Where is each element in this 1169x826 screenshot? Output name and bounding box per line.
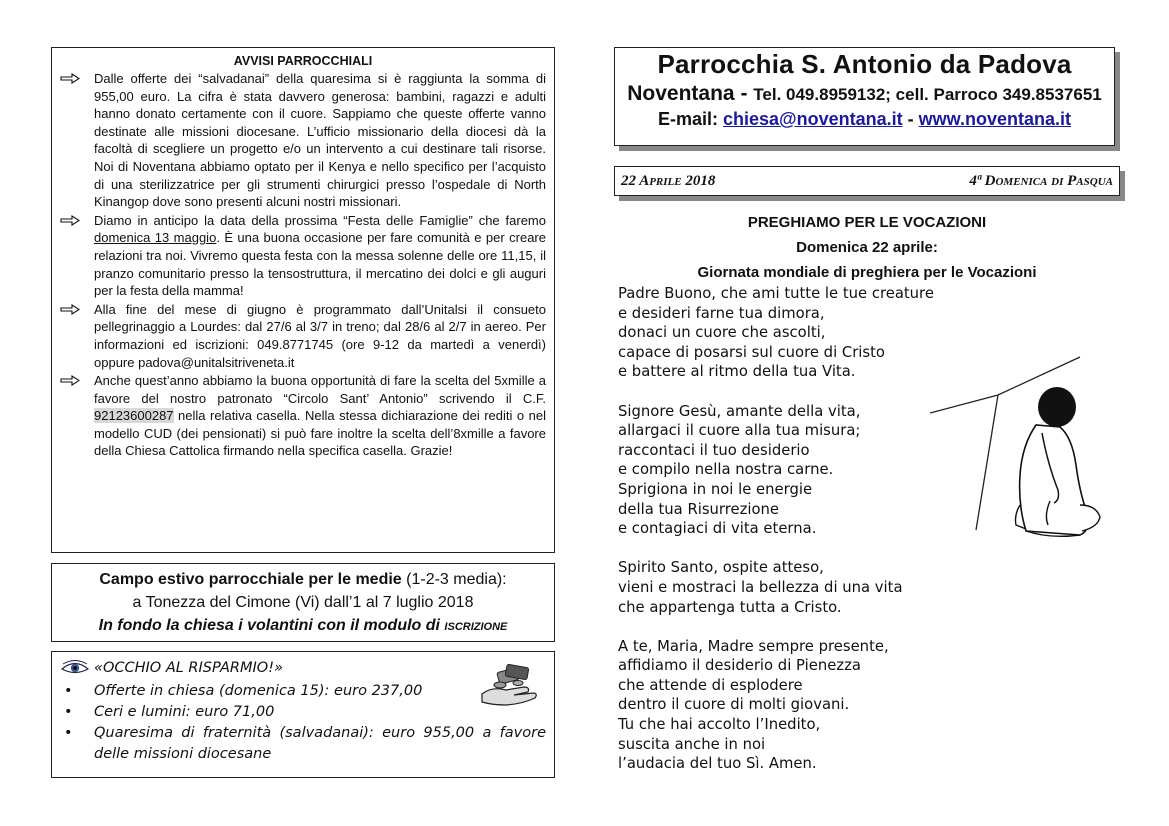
avvisi-item <box>60 301 546 371</box>
prayer-line: e battere al ritmo della tua Vita. <box>618 363 856 381</box>
festa-date: domenica 13 maggio <box>94 230 217 246</box>
avvisi-item <box>60 372 546 460</box>
prayer-line: Padre Buono, che ami tutte le tue creature <box>618 285 934 302</box>
avvisi-item-text: Dalle offerte dei “salvadanai” della quaresima si è raggiunta la somma di 955,00 euro. La cifra è stata davvero generosa: bambini, ragazzi e adulti hanno donato certamente con il cuore. Sappiamo che queste offerte vanno destinate alle missioni diocesane. L’ufficio missionario della diocesi dà la facoltà di scegliere un progetto e/o un intervento a cui destinare tali risorse. Noi di Noventana abbiamo optato per il Kenya e nello specifico per l’acquisto di una sterilizzatrice per gli strumenti chirurgici presso l’ospedale di North Kinangop dove sono presenti alcuni nostri missionari. <box>94 71 546 210</box>
eye-icon <box>60 660 90 676</box>
campo-estivo-box <box>51 563 555 642</box>
occhio-item: • Ceri e lumini: euro 71,00 <box>60 702 546 723</box>
parish-web <box>615 109 1114 130</box>
campo-title-rest: (1-2-3 media): <box>401 571 507 588</box>
web-separator: - <box>902 109 919 129</box>
prayer-line: Spirito Santo, ospite atteso, <box>618 559 824 577</box>
prayer-line: e compilo nella nostra carne. <box>618 461 834 479</box>
prayer-line: allargaci il cuore alla tua misura; <box>618 422 861 440</box>
prayer-line: della tua Risurrezione <box>618 500 780 518</box>
prayer-line: che attende di esplodere <box>618 676 803 694</box>
prayer-line: Sprigiona in noi le energie <box>618 480 813 498</box>
campo-title-bold: Campo estivo parrocchiale per le medie <box>99 571 402 588</box>
prayer-line: A te, Maria, Madre sempre presente, <box>618 637 889 655</box>
avvisi-item-text: Diamo in anticipo la data della prossima “Festa delle Famiglie” che faremo <box>94 212 546 228</box>
arrow-icon <box>60 375 80 386</box>
prayer-text <box>618 284 978 793</box>
prayer-line: dentro il cuore di molti giovani. <box>618 696 850 714</box>
dateline <box>614 166 1120 196</box>
codice-fiscale: 92123600287 <box>94 408 174 424</box>
avvisi-item <box>60 212 546 300</box>
occhio-title: «OCCHIO AL RISPARMIO!» <box>94 660 283 676</box>
prayer-heading-2: Domenica 22 aprile: <box>796 239 938 256</box>
email-link[interactable]: chiesa@noventana.it <box>723 109 903 129</box>
parish-town: Noventana - <box>627 82 754 105</box>
campo-iscrizione <box>52 614 554 639</box>
parish-header <box>614 47 1115 146</box>
prayer-stanza <box>618 558 978 617</box>
campo-location: a Tonezza del Cimone (Vi) dall’1 al 7 luglio 2018 <box>132 594 474 611</box>
prayer-line: che appartenga tutta a Cristo. <box>618 598 842 616</box>
parish-contacts <box>615 82 1114 106</box>
campo-title <box>52 568 554 591</box>
campo-iscrizione-sc: ISCRIZIONE <box>444 621 508 633</box>
occhio-item: • Offerte in chiesa (domenica 15): euro 237,00 <box>60 681 546 702</box>
prayer-line: affidiamo il desiderio di Pienezza <box>618 657 861 675</box>
prayer-line: e contagiaci di vita eterna. <box>618 520 817 538</box>
prayer-heading <box>614 210 1120 285</box>
avvisi-title: AVVISI PARROCCHIALI <box>233 54 373 68</box>
prayer-stanza <box>618 402 978 539</box>
arrow-icon <box>60 215 80 226</box>
arrow-icon <box>60 73 80 84</box>
avvisi-item-text: . È una buona occasione per fare comunità e per creare relazioni tra noi. Vivremo questa festa con la messa solenne delle ore 11,15, il pranzo comunitario presso la tensostruttura, il mercatino dei dolci e gli auguri per la festa della mamma! <box>94 230 546 299</box>
prayer-heading-1: PREGHIAMO PER LE VOCAZIONI <box>747 214 987 231</box>
avvisi-item-text: nella relativa casella. Nella stessa dichiarazione dei rediti o nel modello CUD (dei pensionati) si può fare inoltre la scelta dell’8xmille a favore della Chiesa Cattolica firmando nella specifica casella. Grazie! <box>94 408 546 459</box>
prayer-line: capace di posarsi sul cuore di Cristo <box>618 343 885 361</box>
avvisi-item <box>60 70 546 211</box>
prayer-line: vieni e mostraci la bellezza di una vita <box>618 578 903 596</box>
avvisi-box <box>51 47 555 553</box>
offering-hands-icon <box>478 660 540 708</box>
campo-iscrizione-text: In fondo la chiesa i volantini con il modulo di <box>98 617 445 634</box>
prayer-heading-3: Giornata mondiale di preghiera per le Vocazioni <box>697 264 1037 281</box>
kneeling-person-illustration <box>930 355 1120 545</box>
prayer-line: l’audacia del tuo Sì. Amen. <box>618 755 817 773</box>
prayer-stanza <box>618 284 978 382</box>
website-link[interactable]: www.noventana.it <box>918 109 1071 129</box>
prayer-line: suscita anche in noi <box>618 735 766 753</box>
occhio-title-row <box>60 660 546 676</box>
avvisi-item-text: Alla fine del mese di giugno è programmato dall’Unitalsi il consueto pellegrinaggio a Lourdes: dal 27/6 al 3/7 in treno; dal 28/6 al 2/7 in aereo. Per informazioni ed iscrizioni: 049.8771745 (ore 9-12 da martedì a venerdì) oppure padova@unitalsitriveneta.it <box>94 301 546 370</box>
issue-date: 22 Aprile 2018 <box>621 172 716 189</box>
liturgical-sunday: 4ª Domenica di Pasqua <box>969 172 1113 189</box>
parish-name: Parrocchia S. Antonio da Padova <box>657 49 1072 79</box>
parish-phones: Tel. 049.8959132; cell. Parroco 349.8537651 <box>753 85 1102 104</box>
prayer-line: raccontaci il tuo desiderio <box>618 441 810 459</box>
occhio-box <box>51 651 555 778</box>
prayer-line: donaci un cuore che ascolti, <box>618 324 826 342</box>
arrow-icon <box>60 304 80 315</box>
occhio-item: • Quaresima di fraternità (salvadanai): euro 955,00 a favore delle missioni diocesane <box>60 723 546 765</box>
prayer-stanza <box>618 637 978 774</box>
avvisi-item-text: Anche quest’anno abbiamo la buona opportunità di fare la scelta del 5xmille a favore del nostro patronato “Circolo Sant’ Antonio” scrivendo il C.F. <box>94 373 546 406</box>
email-label: E-mail: <box>658 109 724 129</box>
prayer-line: Signore Gesù, amante della vita, <box>618 402 861 420</box>
prayer-line: e desideri farne tua dimora, <box>618 304 825 322</box>
prayer-line: Tu che hai accolto l’Inedito, <box>618 716 821 734</box>
